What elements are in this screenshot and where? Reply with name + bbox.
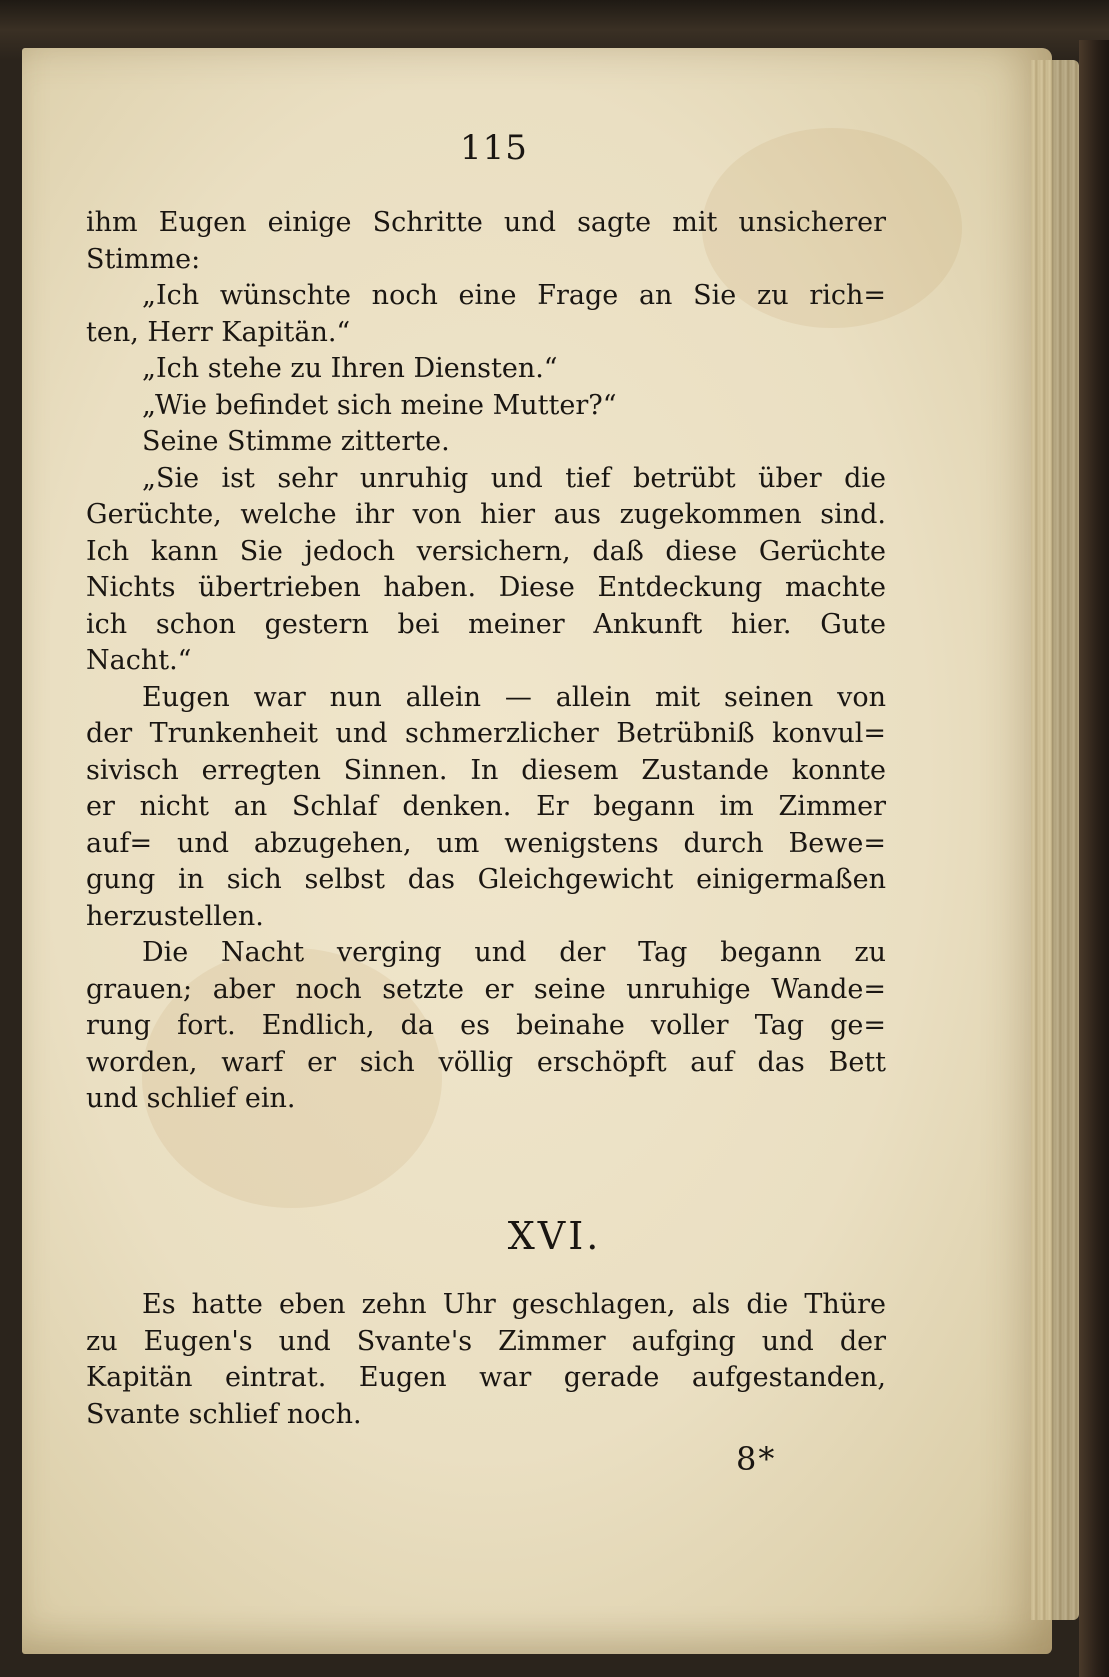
- text-line: Stimme:: [86, 243, 201, 275]
- chapter-heading: XVI.: [507, 1214, 602, 1258]
- text-line: auf= und abzugehen, um wenigstens durch Bewe=: [86, 827, 886, 859]
- text-line: Kapitän eintrat. Eugen war gerade aufgestanden,: [86, 1362, 886, 1393]
- text-line: herzustellen.: [86, 900, 264, 932]
- text-line: ich schon gestern bei meiner Ankunft hier. Gute: [86, 608, 886, 640]
- text-line: „Sie ist sehr unruhig und tief betrübt über die: [142, 462, 886, 494]
- page-number: 115: [460, 128, 528, 168]
- text-line: Nacht.“: [86, 645, 192, 676]
- text-line: Nichts übertrieben haben. Diese Entdeckung machte: [86, 572, 886, 603]
- text-line: Die Nacht verging und der Tag begann zu: [142, 937, 886, 968]
- page-edges: [1031, 60, 1079, 1620]
- text-line: ten, Herr Kapitän.“: [86, 316, 351, 348]
- text-line: rung fort. Endlich, da es beinahe voller Tag ge=: [86, 1010, 886, 1041]
- book-spine: [1079, 40, 1109, 1677]
- text-line: Seine Stimme zitterte.: [142, 426, 450, 457]
- text-line: Gerüchte, welche ihr von hier aus zugekommen sind.: [86, 499, 886, 530]
- text-line: zu Eugen's und Svante's Zimmer aufging und der: [86, 1325, 886, 1357]
- text-line: sivisch erregten Sinnen. In diesem Zustande konnte: [86, 754, 886, 786]
- text-line: Es hatte eben zehn Uhr geschlagen, als die Thüre: [142, 1289, 886, 1320]
- signature-mark: 8*: [736, 1440, 777, 1478]
- text-line: Svante schlief noch.: [86, 1398, 362, 1430]
- text-line: der Trunkenheit und schmerzlicher Betrübniß konvul=: [86, 718, 886, 749]
- text-line: Ich kann Sie jedoch versichern, daß diese Gerüchte: [86, 535, 886, 567]
- text-line: gung in sich selbst das Gleichgewicht einigermaßen: [86, 864, 886, 895]
- text-line: „Wie befindet sich meine Mutter?“: [142, 389, 617, 421]
- text-line: Eugen war nun allein — allein mit seinen von: [142, 681, 886, 713]
- text-line: „Ich wünschte noch eine Frage an Sie zu rich=: [142, 280, 886, 311]
- text-line: „Ich stehe zu Ihren Diensten.“: [142, 353, 558, 384]
- body-text-bottom: [86, 1287, 886, 1433]
- text-line: grauen; aber noch setzte er seine unruhige Wande=: [86, 973, 886, 1005]
- body-text-top: [86, 205, 886, 1118]
- text-line: ihm Eugen einige Schritte und sagte mit unsicherer: [86, 207, 886, 238]
- text-line: und schlief ein.: [86, 1083, 296, 1114]
- text-line: worden, warf er sich völlig erschöpft auf das Bett: [86, 1046, 886, 1078]
- text-line: er nicht an Schlaf denken. Er begann im Zimmer: [86, 791, 886, 822]
